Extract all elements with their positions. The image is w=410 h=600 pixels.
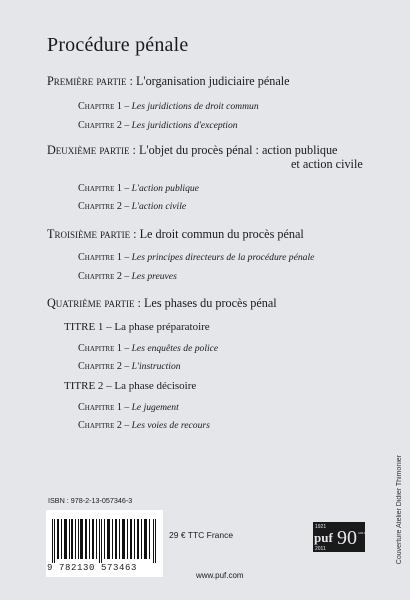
titre-2-heading: TITRE 2 – La phase décisoire	[64, 380, 197, 392]
part-2-heading	[47, 143, 363, 171]
page-title: Procédure pénale	[47, 34, 189, 56]
isbn-text: ISBN : 978-2-13-057346-3	[48, 496, 133, 505]
part-2-continuation: et action civile	[291, 157, 363, 171]
puf-90-logo-icon	[313, 522, 378, 552]
toc-chapter: Chapitre 2 – Les preuves	[78, 271, 177, 282]
toc-chapter: Chapitre 1 – L'action publique	[78, 183, 199, 194]
logo-year-start: 1921	[315, 524, 327, 530]
logo-number: 90	[337, 527, 357, 549]
part-2-label: Deuxième partie	[47, 143, 130, 157]
part-2-text: : L'objet du procès pénal : action publique	[129, 143, 338, 157]
barcode-icon	[52, 519, 158, 563]
part-4-heading	[47, 296, 277, 310]
part-1-label: Première partie	[47, 74, 127, 88]
barcode-digits: 9 782130 573463	[47, 563, 138, 573]
part-3-label: Troisième partie	[47, 227, 131, 241]
part-4-label: Quatrième partie	[47, 296, 135, 310]
toc-chapter: Chapitre 1 – Les juridictions de droit commun	[78, 101, 259, 112]
logo-year-end: 2011	[315, 546, 326, 552]
toc-chapter: Chapitre 1 – Les principes directeurs de la procédure pénale	[78, 252, 315, 263]
part-4-text: : Les phases du procès pénal	[134, 296, 277, 310]
toc-chapter: Chapitre 2 – Les juridictions d'exception	[78, 120, 238, 131]
logo-brand: puf	[314, 530, 333, 545]
part-3-text: : Le droit commun du procès pénal	[130, 227, 304, 241]
titre-1-heading: TITRE 1 – La phase préparatoire	[64, 321, 210, 333]
toc-chapter: Chapitre 1 – Les enquêtes de police	[78, 343, 219, 354]
part-3-heading	[47, 227, 304, 241]
toc-chapter: Chapitre 1 – Le jugement	[78, 402, 179, 413]
toc-chapter: Chapitre 2 – L'instruction	[78, 361, 181, 372]
price-text: 29 € TTC France	[169, 530, 234, 540]
website-link[interactable]: www.puf.com	[196, 571, 244, 580]
part-1-heading	[47, 74, 290, 88]
toc-chapter: Chapitre 2 – Les voies de recours	[78, 420, 210, 431]
logo-tagline: ANS DE SAVOIR	[358, 532, 378, 535]
part-1-text: : L'organisation judiciaire pénale	[126, 74, 290, 88]
cover-credit: Couverture Atelier Didier Thimonier	[396, 455, 403, 565]
toc-chapter: Chapitre 2 – L'action civile	[78, 201, 187, 212]
